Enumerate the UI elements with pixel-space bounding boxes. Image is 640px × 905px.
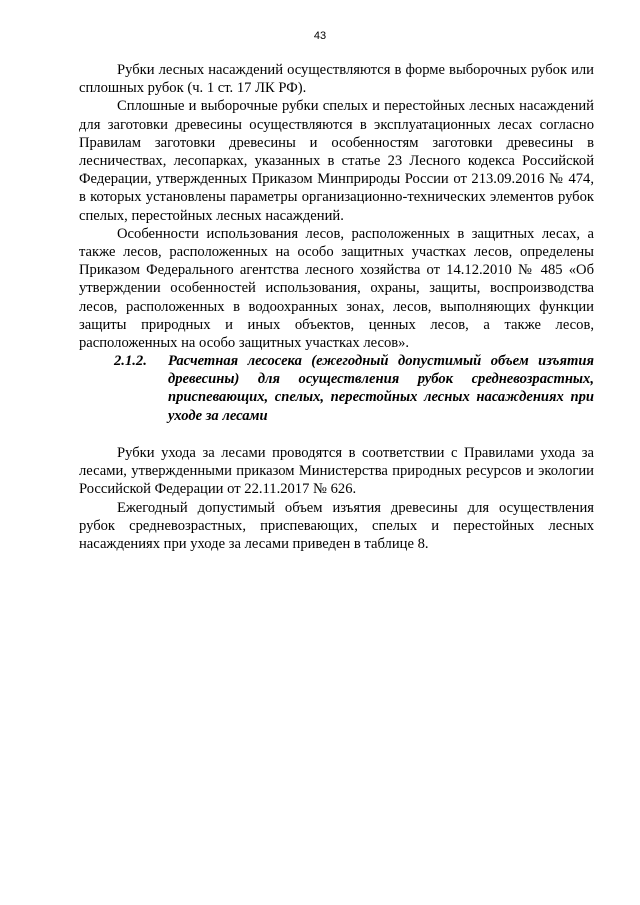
page-number: 43 xyxy=(313,30,327,42)
paragraph-protective-forests: Особенности использования лесов, расположенных в защитных лесах, а также лесов, расположенных на особо защитных участках лесов, определены Приказом Федерального агентства лесного хозяйства от 14.12.2010 № 485 «Об утверждении особенностей использования, охраны, защиты, воспроизводства лесов, расположенных в водоохранных зонах, лесов, выполняющих функции защиты природных и иных объектов, ценных лесов, а также лесов, расположенных на особо защитных участках лесов». xyxy=(79,225,594,352)
paragraph-care-felling-rules: Рубки ухода за лесами проводятся в соответствии с Правилами ухода за лесами, утвержденными приказом Министерства природных ресурсов и экологии Российской Федерации от 22.11.2017 № 626. xyxy=(79,445,594,498)
bottom-text-block xyxy=(79,444,594,553)
paragraph-felling-forms: Рубки лесных насаждений осуществляются в форме выборочных рубок или сплошных рубок (ч. 1 ст. 17 ЛК РФ). xyxy=(79,62,594,97)
top-text-block xyxy=(79,61,594,352)
section-heading xyxy=(114,352,594,425)
section-number: 2.1.2. xyxy=(114,353,147,369)
paragraph-clear-selective-felling: Сплошные и выборочные рубки спелых и перестойных лесных насаждений для заготовки древесины осуществляются в эксплуатационных лесах согласно Правилам заготовки древесины и особенностям заготовки древесины в лесничествах, лесопарках, указанных в статье 23 Лесного кодекса Российской Федерации, утвержденных Приказом Минприроды России от 213.09.2016 № 474, в которых установлены параметры организационно-технических элементов рубок спелых, перестойных лесных насаждений. xyxy=(79,98,594,224)
section-title: Расчетная лесосека (ежегодный допустимый объем изъятия древесины) для осуществления рубок средневозрастных, приспевающих, спелых, перестойных лесных насаждениях при уходе за лесами xyxy=(168,353,594,424)
paragraph-table-reference: Ежегодный допустимый объем изъятия древесины для осуществления рубок средневозрастных, приспевающих, спелых и перестойных лесных насаждениях при уходе за лесами приведен в таблице 8. xyxy=(79,499,594,553)
